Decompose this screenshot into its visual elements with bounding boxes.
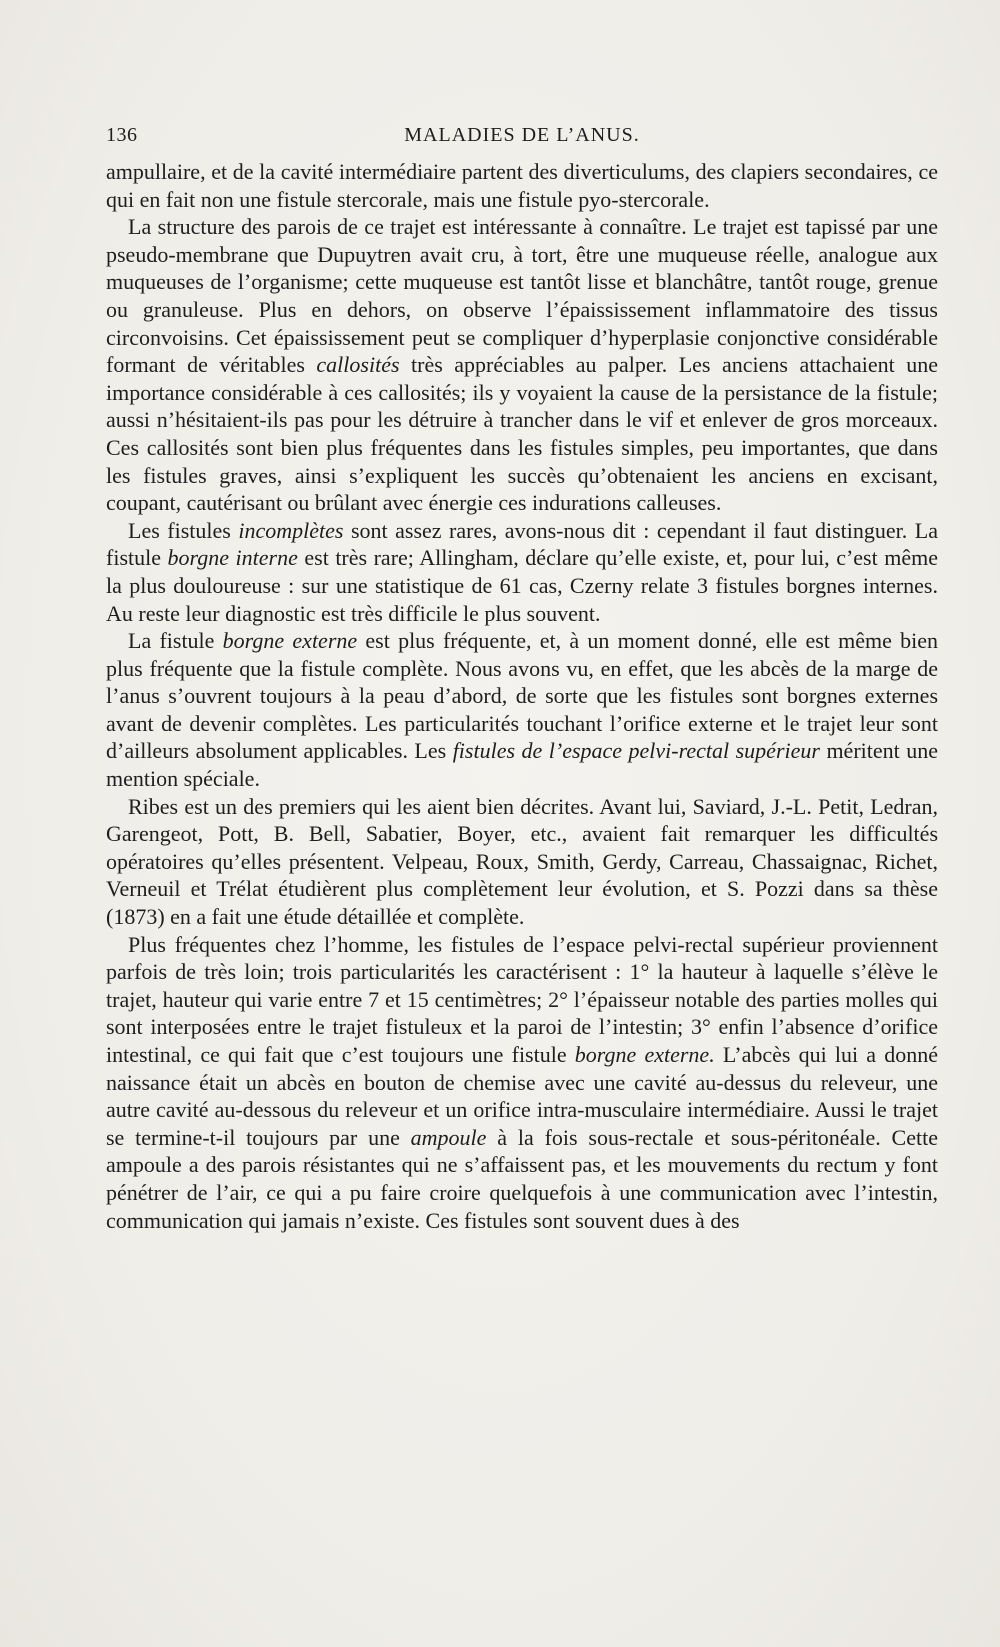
body-text — [106, 158, 938, 1234]
text-run: très appréciables au palper. Les anciens attachaient une importance considérable à ces callosités; ils y voyaient la cause de la persistance de la fistule; aussi n’hésitaient-ils pas pour les détruire à trancher dans le vif et enlever de gros morceaux. Ces callosités sont bien plus fréquentes dans les fistules simples, peu importantes, que dans les fistules graves, ainsi s’expliquent les succès qu’obtenaient les anciens en excisant, coupant, cautérisant ou brûlant avec énergie ces indurations calleuses. — [106, 352, 938, 516]
text-run: La fistule — [128, 628, 223, 654]
italic-text: incomplètes — [238, 517, 344, 543]
text-run: Plus fréquentes chez l’homme, les fistules de l’espace pelvi-rectal supérieur proviennent parfois de très loin; trois particularités les caractérisent : 1° la hauteur à laquelle s’élève le trajet, hauteur qui varie entre 7 et 15 centimètres; 2° l’épaisseur notable des parties molles qui sont interposées entre le trajet fistuleux et la paroi de l’intestin; 3° enfin l’absence d’orifice intestinal, ce qui fait que c’est toujours une fistule — [106, 931, 938, 1067]
italic-text: borgne externe — [222, 628, 358, 654]
text-run: Ribes est un des premiers qui les aient bien décrites. Avant lui, Saviard, J.-L. Petit, Ledran, Garengeot, Pott, B. Bell, Sabatier, Boyer, etc., avaient fait remarquer les difficultés opératoires qu’elles présentent. Velpeau, Roux, Smith, Gerdy, Carreau, Chassaignac, Richet, Verneuil et Trélat étudièrent plus complètement leur évolution, et S. Pozzi dans sa thèse (1873) en a fait une étude détaillée et complète. — [106, 793, 938, 930]
paragraph — [106, 793, 938, 931]
text-run: est très rare; Allingham, déclare qu’elle existe, et, pour lui, c’est même la plus douloureuse : sur une statistique de 61 cas, Czerny relate 3 fistules borgnes internes. Au reste leur diagnostic est très difficile le plus souvent. — [106, 545, 938, 626]
paragraph — [106, 158, 938, 213]
text-run: L’abcès qui lui a donné naissance était un abcès en bouton de chemise avec une cavité au-dessus du releveur, une autre cavité au-dessous du releveur et un orifice intra-musculaire intermédiaire. Aussi le trajet se termine-t-il toujours par une — [106, 1042, 939, 1150]
page-content — [106, 124, 938, 1234]
text-run: sont assez rares, avons-nous dit : cependant il faut distinguer. La fistule — [106, 517, 938, 571]
italic-text: borgne externe. — [574, 1042, 715, 1067]
running-head: MALADIES DE L’ANUS. — [404, 124, 640, 146]
paragraph — [106, 517, 938, 627]
paragraph — [106, 627, 938, 793]
page-number: 136 — [106, 124, 138, 146]
page-header — [106, 124, 938, 154]
italic-text: callosités — [316, 352, 400, 378]
text-run: Les fistules — [128, 517, 239, 543]
text-run: à la fois sous-rectale et sous-péritonéale. Cette ampoule a des parois résistantes qui ne s’affaissent pas, et les mouvements du rectum y font pénétrer de l’air, ce qui a pu faire croire quelquefois à une communication avec l’intestin, communication qui jamais n’existe. Ces fistules sont souvent dues à des — [106, 1124, 938, 1233]
text-run: ampullaire, et de la cavité intermédiaire partent des diverticulums, des clapiers secondaires, ce qui en fait non une fistule stercorale, mais une fistule pyo-stercorale. — [106, 159, 938, 212]
text-run: méritent une mention spéciale. — [106, 738, 938, 792]
text-run: La structure des parois de ce trajet est intéressante à connaître. Le trajet est tapissé par une pseudo-membrane que Dupuytren avait cru, à tort, être une muqueuse réelle, analogue aux muqueuses de l’organisme; cette muqueuse est tantôt lisse et blanchâtre, tantôt rouge, grenue ou granuleuse. Plus en dehors, on observe l’épaississement inflammatoire des tissus circonvoisins. Cet épaississement peut se compliquer d’hyperplasie conjonctive considérable formant de véritables — [106, 214, 938, 378]
italic-text: borgne interne — [167, 545, 298, 571]
paragraph — [106, 931, 938, 1235]
italic-text: ampoule — [410, 1124, 487, 1150]
italic-text: fistules de l’espace pelvi-rectal supérieur — [452, 738, 820, 764]
paragraph — [106, 213, 938, 517]
text-run: est plus fréquente, et, à un moment donné, elle est même bien plus fréquente que la fistule complète. Nous avons vu, en effet, que les abcès de la marge de l’anus s’ouvrent toujours à la peau d’abord, de sorte que les fistules sont borgnes externes avant de devenir complètes. Les particularités touchant l’orifice externe et le trajet leur sont d’ailleurs absolument applicables. Les — [106, 628, 938, 764]
